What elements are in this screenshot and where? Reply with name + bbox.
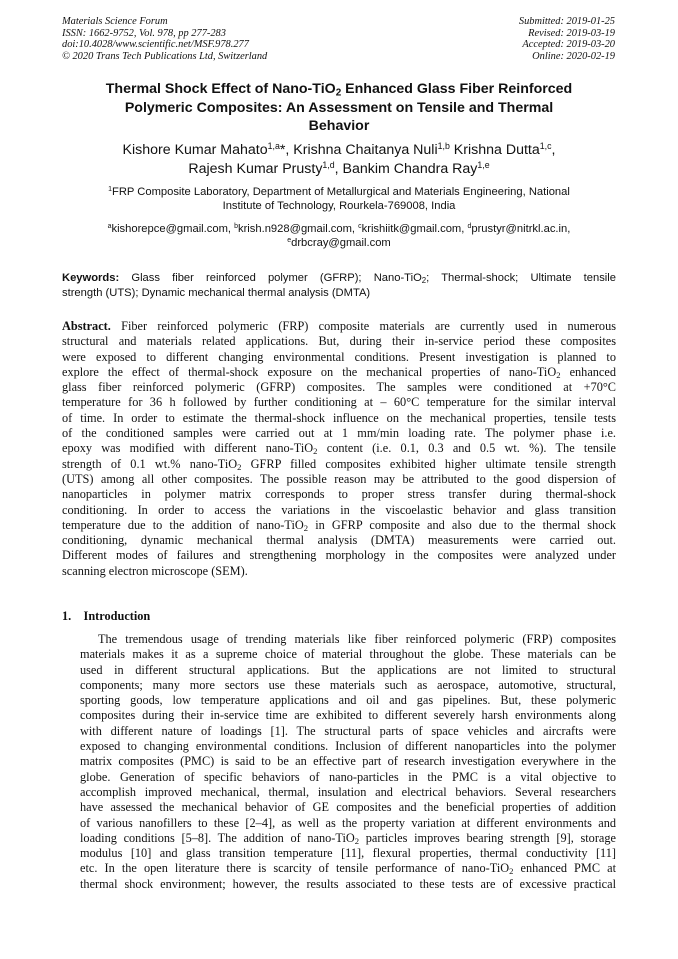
dates-header [519, 16, 615, 62]
paper-title: Thermal Shock Effect of Nano-TiO$_2$ Enhanced Glass Fiber Reinforced Polymeric Composites: An Assessment on Tensile and Thermal Behavior [105, 81, 573, 134]
section-heading-introduction: 1. Introduction [62, 609, 151, 623]
author-list: Kishore Kumar Mahato$^{1,a}$*, Krishna Chaitanya Nuli$^{1,b}$ Krishna Dutta$^{1,c}$, Rajesh Kumar Prusty$^{1,d}$, Bankim Chandra Ray$^{1,e}$ [122, 141, 556, 177]
introduction-text: The tremendous usage of trending materials like fiber reinforced polymeric (FRP) composites materials makes it as a supreme choice of material throughout the globe. These materials can be used in different structural applications. But the applications are not limited to structural components; many more sectors use these materials such as aerospace, automotive, structural, sporting goods, low temperature applications and oil and gas pipelines. But, these polymeric composites during their in-service time are exhibited to different severely harsh environments along with different nature of loadings [1]. The structural parts of space vehicles and aircrafts were exposed to changing environmental conditions. Inclusion of different nanoparticles into the polymer matrix composites (PMC) is said to be an effective part of research investigation everywhere in the globe. Generation of specific behaviors of nano-particles in the PMC is a vital objective to accomplish improved mechanical, thermal, insulation and electrical behaviors. Several researchers have assessed the mechanical behavior of GE composites and the beneficial properties of addition of various nanofillers to these [2–4], as well as the property variation at different environments and loading conditions [5–8]. The addition of nano-TiO$_2$ particles improves bearing strength [9], storage modulus [10] and glass transition temperature [11], flexural properties, thermal conductivity [11] etc. In the open literature there is scarcity of tensile performance of nano-TiO$_2$ enhanced PMC at thermal shock environment; however, the results associated to these tests are of excessive practical [80, 632, 616, 891]
abstract: Abstract. Fiber reinforced polymeric (FRP) composite materials are currently used in numerous structural and materials related applications. But, during their in-service period these composites were exposed to different changing environmental conditions. Present investigation is planned to explore the effect of thermal-shock exposure on the mechanical properties of nano-TiO$_2$ enhanced glass fiber reinforced polymeric (GFRP) composites. The samples were conditioned at +70°C temperature for 36 h followed by further conditioning at – 60°C temperature for the similar interval of time. In order to estimate the thermal-shock influence on the mechanical properties, tensile tests of the conditioned samples were carried out at 1 mm/min loading rate. The polymer phase i.e. epoxy was modified with different nano-TiO$_2$ content (i.e. 0.1, 0.3 and 0.5 wt. %). The tensile strength of 0.1 wt.% nano-TiO$_2$ GFRP filled composites exhibited higher ultimate tensile strength (UTS) among all other composites. The possible reason may be attributed to the good dispersion of nanoparticles in polymer matrix corresponds to proper stress transfer during thermal-shock conditioning. In order to access the variations in the viscoelastic behavior and glass transition temperature due to the addition of nano-TiO$_2$ in GFRP composite and also due to the thermal shock conditioning, dynamic mechanical thermal analysis (DMTA) measurements were carried out. Different modes of failures and strengthening morphology in the composites were analyzed under scanning electron microscope (SEM). [62, 319, 616, 578]
keywords-label: Keywords: [62, 272, 120, 284]
issn: ISSN: 1662-9752, Vol. 978, pp 277-283 [62, 27, 226, 39]
submitted-date: Submitted: 2019-01-25 [518, 16, 615, 27]
copyright: © 2020 Trans Tech Publications Ltd, Switzerland [62, 50, 268, 62]
accepted-date: Accepted: 2019-03-20 [522, 39, 615, 51]
abstract-label: Abstract. [62, 319, 111, 333]
revised-date: Revised: 2019-03-19 [528, 27, 615, 39]
author-emails: $^a$kishorepce@gmail.com, $^b$krish.n928@gmail.com, $^c$krishiitk@gmail.com, $^d$prustyr@nitrkl.ac.in, $^e$drbcray@gmail.com [107, 223, 571, 250]
journal-header [62, 16, 267, 62]
affiliation: $^1$FRP Composite Laboratory, Department of Metallurgical and Materials Engineering, National Institute of Technology, Rourkela-769008, India [108, 186, 570, 213]
online-date: Online: 2020-02-19 [532, 50, 615, 62]
doi: doi:10.4028/www.scientific.net/MSF.978.277 [62, 39, 249, 51]
keywords: Keywords: Glass fiber reinforced polymer (GFRP); Nano-TiO$_2$; Thermal-shock; Ultimate tensile strength (UTS); Dynamic mechanical thermal analysis (DMTA) [62, 272, 616, 300]
journal-name: Materials Science Forum [62, 16, 168, 27]
